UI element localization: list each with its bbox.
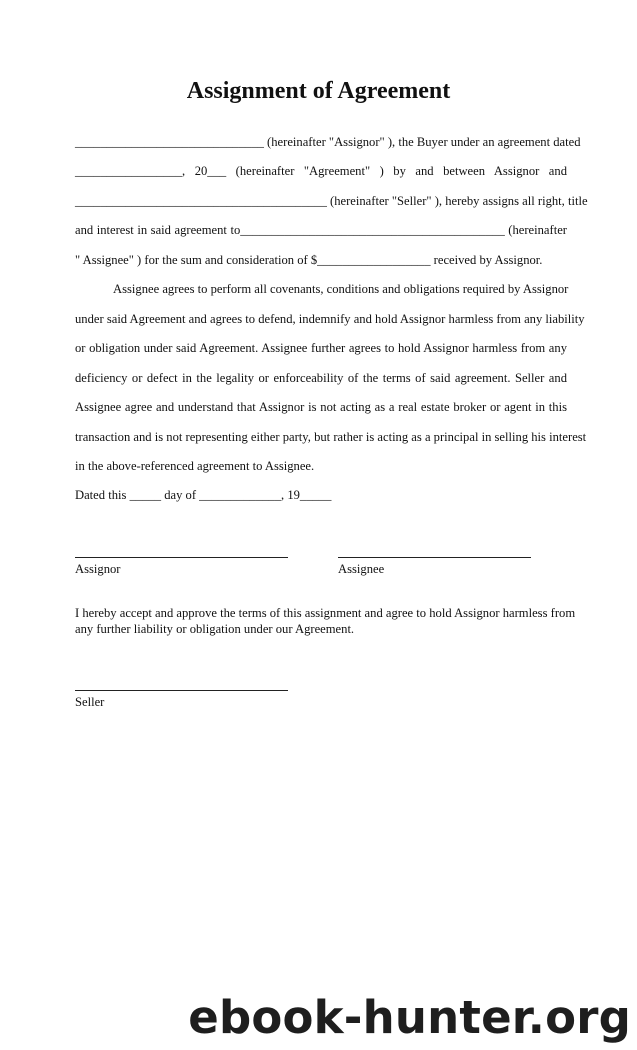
paragraph-2-line-7: in the above-referenced agreement to Assignee. [75,459,315,473]
paragraph-2-line-6: transaction and is not representing either party, but rather is acting as a principal in selling his interest [75,430,587,444]
paragraph-2-line-2: under said Agreement and agrees to defend, indemnify and hold Assignor harmless from any liability [75,312,585,326]
assignor-label: Assignor [75,562,121,576]
paragraph-2-line-1: Assignee agrees to perform all covenants, conditions and obligations required by Assignor [113,282,569,296]
paragraph-1-line-4: and interest in said agreement to__________________________________________ (hereinafter [75,223,567,237]
paragraph-2-line-5: Assignee agree and understand that Assignor is not acting as a real estate broker or agent in this [75,400,567,414]
paragraph-2-line-3: or obligation under said Agreement. Assignee further agrees to hold Assignor harmless from any [75,341,567,355]
dated-line: Dated this _____ day of _____________, 19_____ [75,488,332,502]
paragraph-1-line-1: ______________________________ (hereinafter "Assignor" ), the Buyer under an agreement dated [75,135,581,149]
seller-signature-line [75,690,288,691]
acceptance-line-2: any further liability or obligation under our Agreement. [75,622,355,636]
acceptance-line-1: I hereby accept and approve the terms of this assignment and agree to hold Assignor harmless from [75,606,576,620]
assignee-label: Assignee [338,562,385,576]
paragraph-1-line-3: ________________________________________ (hereinafter "Seller" ), hereby assigns all right, title [75,194,588,208]
assignor-signature-line [75,557,288,558]
paragraph-1-line-5: " Assignee" ) for the sum and consideration of $__________________ received by Assignor. [75,253,543,267]
paragraph-2-line-4: deficiency or defect in the legality or enforceability of the terms of said agreement. Seller and [75,371,567,385]
paragraph-1-line-2: _________________, 20___ (hereinafter "Agreement" ) by and between Assignor and [75,164,567,178]
seller-label: Seller [75,695,105,709]
document-title: Assignment of Agreement [186,78,451,104]
assignee-signature-line [338,557,531,558]
watermark-text: ebook-hunter.org [188,991,631,1044]
